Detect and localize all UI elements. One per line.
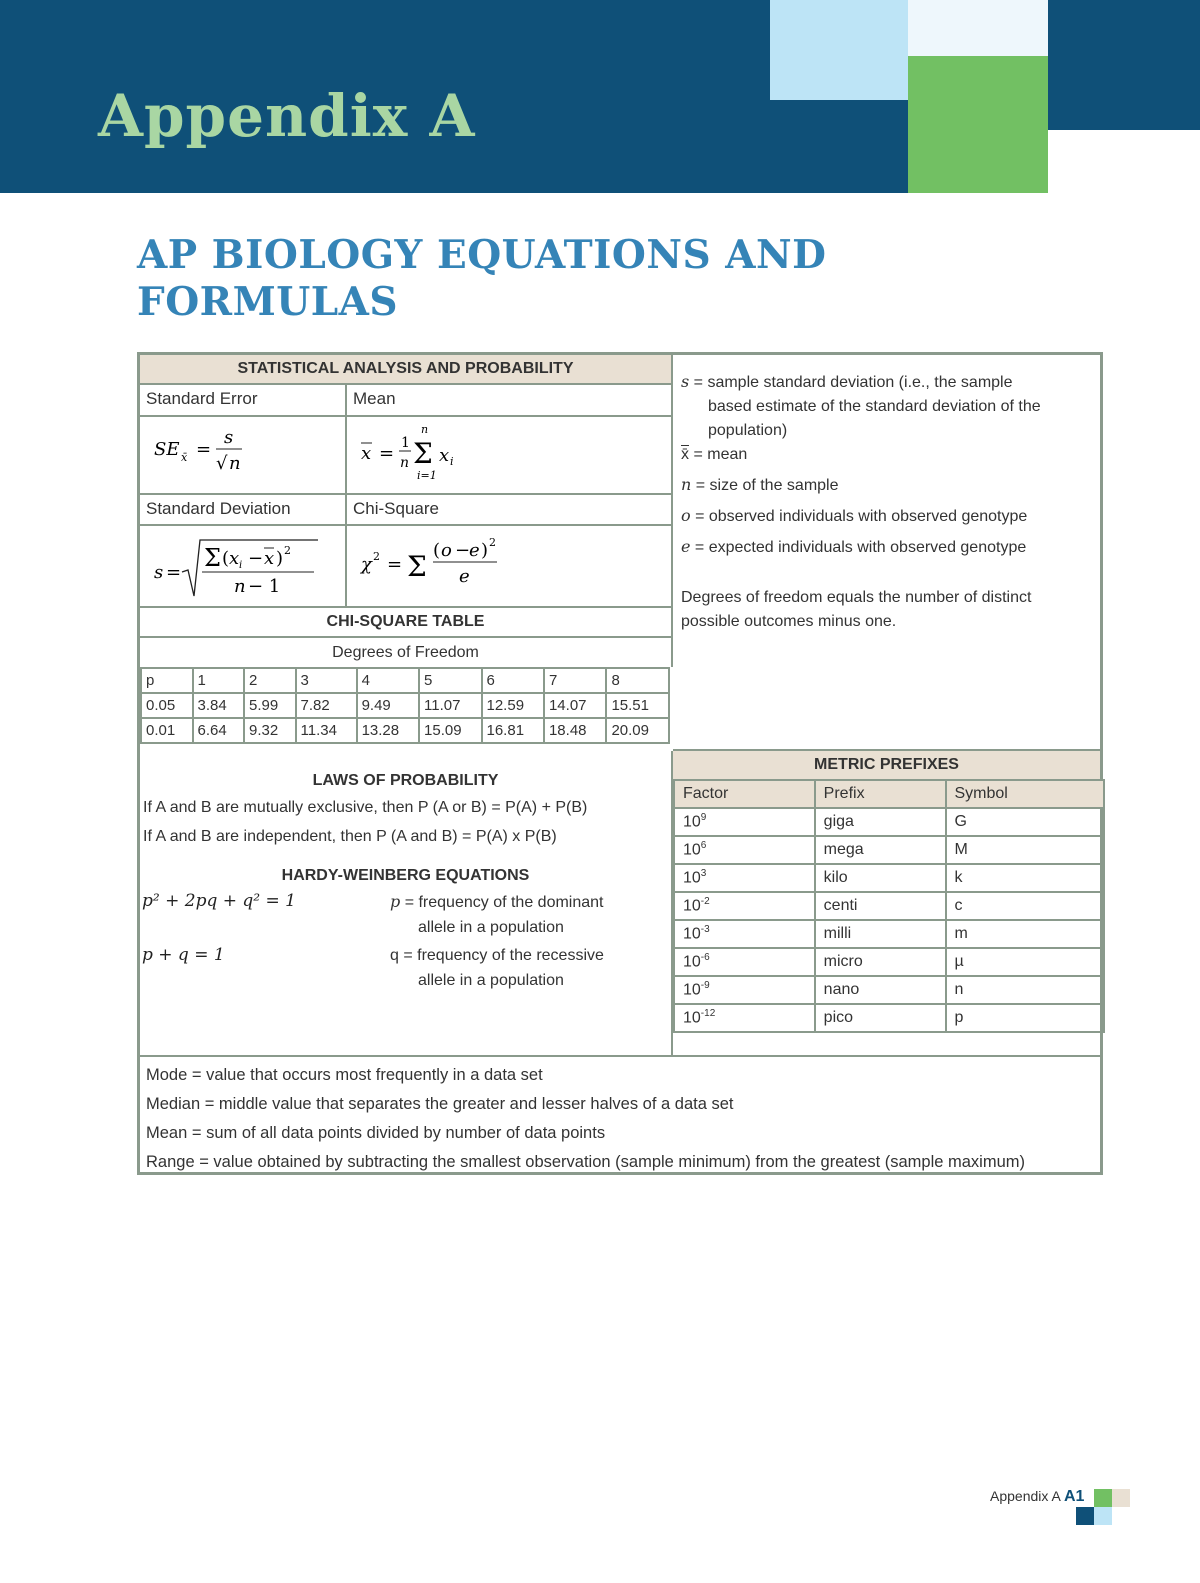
chi-table-cell: 5 bbox=[419, 668, 481, 693]
chi-table-cell: 4 bbox=[357, 668, 419, 693]
metric-factor-base: 10 bbox=[683, 841, 701, 859]
metric-column-header: Symbol bbox=[946, 780, 1105, 808]
metric-row bbox=[674, 808, 1104, 836]
footer-square-blue bbox=[1076, 1507, 1094, 1525]
appendix-title: Appendix A bbox=[98, 82, 476, 150]
metric-symbol: k bbox=[946, 864, 1105, 892]
legend-o bbox=[681, 504, 1100, 529]
metric-factor-exponent: 6 bbox=[700, 840, 707, 852]
metric-row bbox=[674, 1004, 1104, 1032]
metric-factor-base: 10 bbox=[683, 953, 701, 971]
legend-e-var: e bbox=[681, 537, 691, 556]
laws-heading: LAWS OF PROBABILITY bbox=[312, 772, 499, 789]
metric-factor-base: 10 bbox=[683, 869, 701, 887]
metric-factor-base: 10 bbox=[683, 925, 701, 943]
hardy-p-var: p bbox=[390, 892, 401, 911]
chi-table-row bbox=[141, 668, 669, 693]
svg-text:i: i bbox=[450, 455, 454, 468]
legend-dof-line1: Degrees of freedom equals the number of distinct bbox=[681, 589, 1032, 606]
probability-section bbox=[140, 751, 673, 1057]
metric-prefix: centi bbox=[815, 892, 946, 920]
chi-table-heading: CHI-SQUARE TABLE bbox=[140, 608, 673, 638]
svg-text:=: = bbox=[379, 443, 395, 464]
legend-o-def: = observed individuals with observed genotype bbox=[690, 508, 1028, 525]
svg-text:SE: SE bbox=[154, 439, 180, 460]
chi-square-formula bbox=[347, 526, 673, 608]
svg-text:Σ: Σ bbox=[413, 437, 433, 470]
hardy-q-line1: q = frequency of the recessive bbox=[390, 947, 604, 964]
std-dev-equation bbox=[140, 526, 340, 606]
stats-heading: STATISTICAL ANALYSIS AND PROBABILITY bbox=[140, 355, 673, 385]
svg-text:x: x bbox=[439, 445, 450, 466]
chi-table-cell: 9.49 bbox=[357, 693, 419, 718]
footer-square-green bbox=[1094, 1489, 1112, 1507]
metric-factor-exponent: -3 bbox=[700, 924, 710, 936]
chi-table-cell: 7 bbox=[544, 668, 606, 693]
metric-factor-base: 10 bbox=[683, 981, 701, 999]
svg-text:χ: χ bbox=[361, 554, 372, 575]
svg-text:x: x bbox=[229, 548, 240, 569]
chi-table-cell: 11.34 bbox=[296, 718, 357, 743]
svg-text:√: √ bbox=[216, 453, 228, 474]
metric-row bbox=[674, 976, 1104, 1004]
formula-sheet bbox=[137, 352, 1103, 1175]
footer-label: Appendix A bbox=[990, 1488, 1061, 1504]
metric-row bbox=[674, 948, 1104, 976]
mean-label: Mean bbox=[347, 385, 673, 417]
metric-prefix: milli bbox=[815, 920, 946, 948]
metric-symbol: µ bbox=[946, 948, 1105, 976]
standard-error-formula bbox=[140, 417, 347, 495]
stats-section bbox=[140, 355, 673, 751]
legend-xbar-var: x̄ bbox=[681, 446, 689, 463]
hardy-eq1: p² + 2pq + q² = 1 bbox=[142, 891, 296, 911]
svg-text:): ) bbox=[481, 540, 489, 561]
chi-square-equation bbox=[347, 526, 667, 606]
metric-factor bbox=[674, 1004, 815, 1032]
banner-square-white bbox=[1048, 130, 1200, 193]
svg-text:n: n bbox=[400, 455, 410, 471]
chi-table-cell: 6.64 bbox=[193, 718, 245, 743]
chi-table-cell: 15.09 bbox=[419, 718, 481, 743]
metric-row bbox=[674, 864, 1104, 892]
chi-table-cell: 6 bbox=[482, 668, 544, 693]
svg-text:o: o bbox=[441, 540, 452, 561]
definition-line: Range = value obtained by subtracting the smallest observation (sample minimum) from the greatest (sample maximum) bbox=[146, 1153, 1026, 1171]
page-title: AP BIOLOGY EQUATIONS AND FORMULAS bbox=[137, 232, 827, 325]
legend-o-var: o bbox=[681, 506, 691, 525]
chi-square-label: Chi-Square bbox=[347, 495, 673, 526]
metric-factor bbox=[674, 864, 815, 892]
footer-square-light-blue bbox=[1094, 1507, 1112, 1525]
svg-text:n: n bbox=[421, 423, 429, 436]
svg-text:2: 2 bbox=[284, 544, 291, 557]
metric-factor bbox=[674, 892, 815, 920]
chi-table-cell: 5.99 bbox=[244, 693, 296, 718]
svg-text:=: = bbox=[387, 554, 403, 575]
metric-symbol: c bbox=[946, 892, 1105, 920]
legend-n bbox=[681, 473, 1100, 498]
hardy-p-line2: allele in a population bbox=[418, 919, 564, 936]
chi-table-cell: 0.05 bbox=[141, 693, 193, 718]
metric-row bbox=[674, 920, 1104, 948]
metric-header-row bbox=[674, 780, 1104, 808]
chi-table-row bbox=[141, 693, 669, 718]
svg-text:−: − bbox=[455, 540, 471, 561]
svg-text:s: s bbox=[154, 562, 164, 583]
chi-table-row bbox=[141, 718, 669, 743]
svg-text:): ) bbox=[276, 548, 284, 569]
svg-text:Σ: Σ bbox=[407, 550, 427, 583]
chi-table-subheading: Degrees of Freedom bbox=[140, 638, 673, 667]
chi-table-cell: 12.59 bbox=[482, 693, 544, 718]
svg-text:e: e bbox=[459, 566, 470, 587]
chi-table-cell: 0.01 bbox=[141, 718, 193, 743]
page-footer bbox=[990, 1488, 1084, 1506]
std-dev-label: Standard Deviation bbox=[140, 495, 347, 526]
metric-row bbox=[674, 892, 1104, 920]
metric-symbol: G bbox=[946, 808, 1105, 836]
svg-text:(: ( bbox=[222, 548, 230, 569]
metric-prefix: nano bbox=[815, 976, 946, 1004]
hardy-eq2: p + q = 1 bbox=[142, 945, 225, 965]
legend-e-def: = expected individuals with observed genotype bbox=[690, 539, 1027, 556]
metric-column-header: Prefix bbox=[815, 780, 946, 808]
legend-s-line3: population) bbox=[708, 422, 788, 439]
legend-s-def: = sample standard deviation (i.e., the sample bbox=[689, 374, 1013, 391]
legend-n-var: n bbox=[681, 475, 692, 494]
metric-symbol: m bbox=[946, 920, 1105, 948]
svg-text:i: i bbox=[239, 560, 243, 571]
legend-xbar-def: = mean bbox=[689, 446, 748, 463]
metric-factor-exponent: -2 bbox=[700, 896, 710, 908]
metric-factor-exponent: -9 bbox=[700, 980, 710, 992]
svg-text:i=1: i=1 bbox=[417, 469, 437, 482]
hardy-p-def bbox=[390, 889, 604, 940]
chi-table-cell: 9.32 bbox=[244, 718, 296, 743]
chi-table-cell: 15.51 bbox=[606, 693, 669, 718]
chi-table-cell: 18.48 bbox=[544, 718, 606, 743]
metric-factor bbox=[674, 920, 815, 948]
metric-prefix: micro bbox=[815, 948, 946, 976]
chi-table-cell: 20.09 bbox=[606, 718, 669, 743]
legend-e bbox=[681, 535, 1100, 560]
banner-square-light-blue bbox=[770, 0, 908, 100]
svg-text:2: 2 bbox=[373, 550, 380, 563]
std-dev-formula bbox=[140, 526, 347, 608]
hardy-heading: HARDY-WEINBERG EQUATIONS bbox=[281, 867, 530, 884]
hardy-p-line1 bbox=[390, 889, 604, 915]
banner-square-pale bbox=[908, 0, 1048, 56]
chi-table-cell: 16.81 bbox=[482, 718, 544, 743]
metric-symbol: n bbox=[946, 976, 1105, 1004]
chi-table-cell: 1 bbox=[193, 668, 245, 693]
laws-line2: If A and B are independent, then P (A and B) = P(A) x P(B) bbox=[143, 828, 557, 845]
metric-factor bbox=[674, 976, 815, 1004]
definition-line: Mean = sum of all data points divided by number of data points bbox=[146, 1124, 606, 1142]
mean-formula bbox=[347, 417, 673, 495]
metric-prefix: pico bbox=[815, 1004, 946, 1032]
hardy-q-line2: allele in a population bbox=[418, 972, 564, 989]
banner-square-green bbox=[908, 56, 1048, 193]
chi-square-table bbox=[140, 667, 670, 744]
svg-text:1: 1 bbox=[401, 435, 410, 451]
chi-table-cell: 2 bbox=[244, 668, 296, 693]
metric-section bbox=[673, 751, 1100, 1057]
chi-table-cell: p bbox=[141, 668, 193, 693]
definition-line: Median = middle value that separates the greater and lesser halves of a data set bbox=[146, 1095, 734, 1113]
svg-text:−: − bbox=[248, 548, 264, 569]
chi-table-cell: 3 bbox=[296, 668, 357, 693]
metric-factor-base: 10 bbox=[683, 897, 701, 915]
chi-table-cell: 13.28 bbox=[357, 718, 419, 743]
metric-factor bbox=[674, 948, 815, 976]
metric-prefix-table bbox=[673, 779, 1105, 1033]
metric-prefix: giga bbox=[815, 808, 946, 836]
metric-factor-exponent: -12 bbox=[700, 1008, 716, 1020]
metric-factor-exponent: 3 bbox=[700, 868, 707, 880]
page-number: A1 bbox=[1063, 1488, 1085, 1505]
metric-symbol: M bbox=[946, 836, 1105, 864]
variable-legend bbox=[673, 355, 1100, 751]
metric-factor-base: 10 bbox=[683, 1009, 701, 1027]
metric-factor bbox=[674, 808, 815, 836]
hardy-equations bbox=[140, 889, 671, 1009]
legend-dof-line2: possible outcomes minus one. bbox=[681, 613, 897, 630]
svg-text:x: x bbox=[264, 548, 275, 569]
svg-text:Σ: Σ bbox=[204, 544, 221, 572]
svg-text:e: e bbox=[469, 540, 480, 561]
metric-heading: METRIC PREFIXES bbox=[673, 751, 1100, 781]
chi-table-cell: 11.07 bbox=[419, 693, 481, 718]
svg-text:n: n bbox=[229, 453, 241, 474]
laws-line1: If A and B are mutually exclusive, then P (A or B) = P(A) + P(B) bbox=[143, 799, 588, 816]
svg-text:n: n bbox=[234, 576, 246, 597]
hardy-q-def bbox=[390, 943, 604, 993]
legend-n-def: = size of the sample bbox=[691, 477, 839, 494]
legend-s-line2: based estimate of the standard deviation of the bbox=[708, 398, 1041, 415]
svg-text:2: 2 bbox=[489, 536, 496, 549]
mean-equation bbox=[347, 417, 667, 493]
svg-text:=: = bbox=[166, 562, 182, 583]
definitions-list bbox=[140, 1061, 1100, 1177]
footer-square-beige bbox=[1112, 1489, 1130, 1507]
chi-table-cell: 14.07 bbox=[544, 693, 606, 718]
metric-factor-exponent: 9 bbox=[700, 812, 707, 824]
metric-prefix: kilo bbox=[815, 864, 946, 892]
legend-s bbox=[681, 370, 1100, 395]
metric-factor-base: 10 bbox=[683, 813, 701, 831]
legend-xbar bbox=[681, 443, 1100, 467]
metric-factor-exponent: -6 bbox=[700, 952, 710, 964]
svg-text:− 1: − 1 bbox=[248, 576, 281, 597]
metric-row bbox=[674, 836, 1104, 864]
svg-text:x̄: x̄ bbox=[181, 451, 188, 464]
standard-error-equation bbox=[140, 417, 340, 493]
metric-prefix: mega bbox=[815, 836, 946, 864]
legend-s-var: s bbox=[681, 372, 690, 391]
chi-table-cell: 7.82 bbox=[296, 693, 357, 718]
standard-error-label: Standard Error bbox=[140, 385, 347, 417]
svg-text:x: x bbox=[361, 443, 372, 464]
svg-text:s: s bbox=[224, 427, 234, 448]
chi-table-cell: 8 bbox=[606, 668, 669, 693]
chi-table-cell: 3.84 bbox=[193, 693, 245, 718]
definition-line: Mode = value that occurs most frequently in a data set bbox=[146, 1066, 543, 1084]
svg-text:(: ( bbox=[433, 540, 441, 561]
hardy-p-text: = frequency of the dominant bbox=[400, 894, 604, 911]
svg-text:=: = bbox=[196, 439, 212, 460]
metric-column-header: Factor bbox=[674, 780, 815, 808]
metric-symbol: p bbox=[946, 1004, 1105, 1032]
metric-factor bbox=[674, 836, 815, 864]
definitions-section bbox=[140, 1059, 1100, 1175]
